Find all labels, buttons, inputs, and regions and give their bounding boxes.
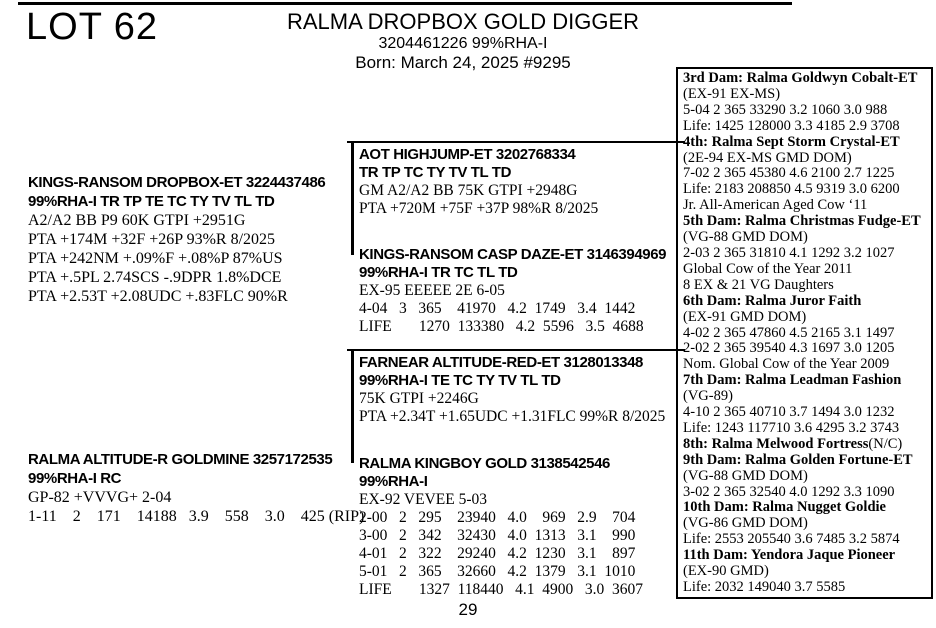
maternal-line: 9th Dam: Ralma Golden Fortune-ET (683, 451, 913, 468)
maternal-line: 3rd Dam: Ralma Goldwyn Cobalt-ET (683, 70, 918, 86)
page-number: 29 (458, 600, 478, 619)
dam-sire-codes: 99%RHA-I TE TC TY TV TL TD (359, 372, 561, 389)
dam-dam-codes: 99%RHA-I (359, 473, 428, 490)
maternal-line-box (676, 67, 933, 599)
sire-sire-data-line: GM A2/A2 BB 75K GTPI +2948G (359, 182, 578, 199)
sire-bracket-vertical-line (351, 141, 354, 255)
maternal-line: 8 EX & 21 VG Daughters (683, 276, 834, 293)
dam-codes: 99%RHA-I RC (28, 470, 122, 487)
animal-birthdate: Born: March 24, 2025 #9295 (355, 53, 571, 72)
maternal-line: 6th Dam: Ralma Juror Faith (683, 292, 862, 309)
maternal-line: (VG-88 GMD DOM) (683, 229, 808, 246)
sire-name: KINGS-RANSOM DROPBOX-ET 3224437486 (28, 174, 326, 191)
maternal-line: 7-02 2 365 45380 4.6 2100 2.7 1225 (683, 165, 895, 182)
maternal-line: Global Cow of the Year 2011 (683, 260, 853, 277)
maternal-line: Life: 2553 205540 3.6 7485 3.2 5874 (683, 531, 900, 548)
animal-registration: 3204461226 99%RHA-I (378, 35, 548, 52)
maternal-line: 4th: Ralma Sept Storm Crystal-ET (683, 133, 900, 150)
maternal-line: 8th: Ralma Melwood Fortress(N/C) (683, 435, 903, 452)
maternal-line: 2-02 2 365 39540 4.3 1697 3.0 1205 (683, 340, 895, 357)
maternal-line: 4-02 2 365 47860 4.5 2165 3.1 1497 (683, 324, 895, 341)
dam-dam-lactation-row: 5-01 2 365 32660 4.2 1379 3.1 1010 (359, 563, 636, 580)
maternal-line: (EX-91 EX-MS) (683, 85, 781, 102)
dam-dam-data-line: EX-92 VEVEE 5-03 (359, 491, 487, 508)
dam-bracket-vertical-line (351, 349, 354, 463)
animal-name: RALMA DROPBOX GOLD DIGGER (286, 9, 640, 34)
sire-bracket-top-line (347, 141, 685, 143)
dam-dam-lactation-row: 4-01 2 322 29240 4.2 1230 3.1 897 (359, 545, 636, 562)
sire-dam-name: KINGS-RANSOM CASP DAZE-ET 3146394969 (359, 246, 667, 263)
sire-data-line: PTA +2.53T +2.08UDC +.83FLC 90%R (28, 288, 288, 305)
dam-dam-lactation-row: 3-00 2 342 32430 4.0 1313 3.1 990 (359, 527, 636, 544)
lot-number: LOT 62 (26, 6, 159, 48)
sire-data-line: PTA +174M +32F +26P 93%R 8/2025 (28, 231, 276, 248)
dam-bracket-top-line (347, 349, 685, 351)
dam-sire-data-line: PTA +2.34T +1.65UDC +1.31FLC 99%R 8/2025 (359, 408, 666, 425)
maternal-line: Life: 1425 128000 3.3 4185 2.9 3708 (683, 117, 900, 134)
maternal-line: Life: 2183 208850 4.5 9319 3.0 6200 (683, 181, 900, 198)
maternal-line: 7th Dam: Ralma Leadman Fashion (683, 372, 902, 389)
dam-dam-name: RALMA KINGBOY GOLD 3138542546 (359, 455, 610, 472)
dam-data-line: 1-11 2 171 14188 3.9 558 3.0 425 (RIP) (28, 508, 365, 525)
dam-sire-data-line: 75K GTPI +2246G (359, 390, 479, 407)
animal-header (168, 10, 758, 73)
maternal-line: Life: 1243 117710 3.6 4295 3.2 3743 (683, 419, 900, 436)
dam-dam-block (359, 455, 681, 599)
sire-dam-codes: 99%RHA-I TR TC TL TD (359, 264, 518, 281)
sire-dam-lactation-row: LIFE 1270 133380 4.2 5596 3.5 4688 (359, 318, 644, 335)
maternal-line: 5-04 2 365 33290 3.2 1060 3.0 988 (683, 101, 888, 118)
maternal-line: 5th Dam: Ralma Christmas Fudge-ET (683, 213, 921, 230)
sire-sire-codes: TR TP TC TY TV TL TD (359, 164, 512, 181)
maternal-line: (EX-91 GMD DOM) (683, 308, 807, 325)
maternal-line: 3-02 2 365 32540 4.0 1292 3.3 1090 (683, 483, 895, 500)
sire-sire-data-line: PTA +720M +75F +37P 98%R 8/2025 (359, 200, 599, 217)
maternal-line: Jr. All-American Aged Cow ‘11 (683, 197, 868, 214)
maternal-line: (2E-94 EX-MS GMD DOM) (683, 149, 852, 166)
maternal-line: Life: 2032 149040 3.7 5585 (683, 579, 846, 595)
top-divider (18, 2, 792, 5)
sire-dam-data-line: EX-95 EEEEE 2E 6-05 (359, 282, 505, 299)
dam-block (28, 450, 365, 526)
sire-dam-block (359, 246, 681, 336)
maternal-line: 11th Dam: Yendora Jaque Pioneer (683, 547, 896, 564)
maternal-line: 4-10 2 365 40710 3.7 1494 3.0 1232 (683, 404, 895, 421)
maternal-line: (VG-88 GMD DOM) (683, 467, 808, 484)
dam-name: RALMA ALTITUDE-R GOLDMINE 3257172535 (28, 451, 333, 468)
sire-data-line: PTA +.5PL 2.74SCS -.9DPR 1.8%DCE (28, 269, 282, 286)
maternal-line: 2-03 2 365 31810 4.1 1292 3.2 1027 (683, 244, 895, 261)
sire-data-line: PTA +242NM +.09%F +.08%P 87%US (28, 250, 283, 267)
maternal-line: (VG-86 GMD DOM) (683, 515, 808, 532)
sire-codes: 99%RHA-I TR TP TE TC TY TV TL TD (28, 193, 275, 210)
sire-data-line: A2/A2 BB P9 60K GTPI +2951G (28, 212, 246, 229)
maternal-line: (EX-90 GMD) (683, 563, 769, 580)
dam-sire-block (359, 354, 681, 426)
dam-dam-lactation-row: LIFE 1327 118440 4.1 4900 3.0 3607 (359, 581, 644, 598)
dam-data-line: GP-82 +VVVG+ 2-04 (28, 489, 172, 506)
sire-sire-name: AOT HIGHJUMP-ET 3202768334 (359, 146, 576, 163)
sire-dam-lactation-row: 4-04 3 365 41970 4.2 1749 3.4 1442 (359, 300, 636, 317)
sire-sire-block (359, 146, 681, 218)
dam-dam-lactation-row: 2-00 2 295 23940 4.0 969 2.9 704 (359, 509, 636, 526)
maternal-line: 10th Dam: Ralma Nugget Goldie (683, 499, 886, 516)
dam-sire-name: FARNEAR ALTITUDE-RED-ET 3128013348 (359, 354, 643, 371)
maternal-line: Nom. Global Cow of the Year 2009 (683, 356, 890, 373)
maternal-line: (VG-89) (683, 388, 733, 405)
sire-block (28, 173, 348, 306)
